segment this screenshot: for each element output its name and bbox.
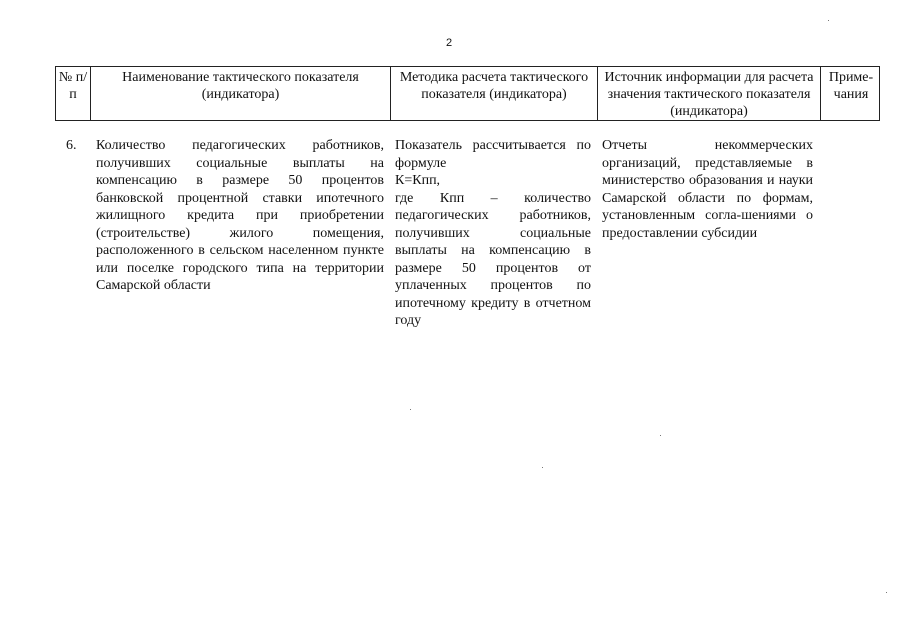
header-calculation-method: Методика расчета тактического показателя (индикатора) bbox=[391, 67, 598, 120]
information-source-cell: Отчеты некоммерческих организаций, представляемые в министерство образования и науки Самарской области по формам, установленным согла-шениями о предоставлении субсидии bbox=[602, 138, 813, 241]
indicator-name-cell: Количество педагогических работников, получивших социальные выплаты на компенсацию в размере 50 процентов банковской процентной ставки ипотечного жилищного кредита при приобретении (строительстве) жилого помещения, расположенного в сельском населенном пункте или поселке городского типа на территории Самарской области bbox=[96, 138, 384, 293]
header-indicator-name: Наименование тактического показателя (индикатора) bbox=[91, 67, 391, 120]
scan-speck bbox=[410, 409, 411, 410]
method-intro: Показатель рассчитывается по формуле bbox=[395, 138, 591, 171]
header-notes: Приме-чания bbox=[828, 70, 874, 102]
scan-speck bbox=[660, 435, 661, 436]
table-header bbox=[55, 66, 880, 121]
scan-speck bbox=[828, 20, 829, 21]
scan-speck bbox=[542, 467, 543, 468]
header-information-source: Источник информации для расчета значения тактического показателя (индикатора) bbox=[598, 67, 821, 120]
header-number: № п/п bbox=[56, 67, 91, 120]
formula: К=Кпп, bbox=[395, 173, 441, 188]
method-body: где Кпп – количество педагогических работников, получивших социальные выплаты на компенсацию в размере 50 процентов от уплаченных процентов по ипотечному кредиту в отчетном году bbox=[395, 190, 591, 328]
calculation-method-cell bbox=[395, 137, 591, 330]
page-number: 2 bbox=[446, 37, 453, 49]
scan-speck bbox=[886, 592, 887, 593]
row-number: 6. bbox=[66, 138, 77, 153]
